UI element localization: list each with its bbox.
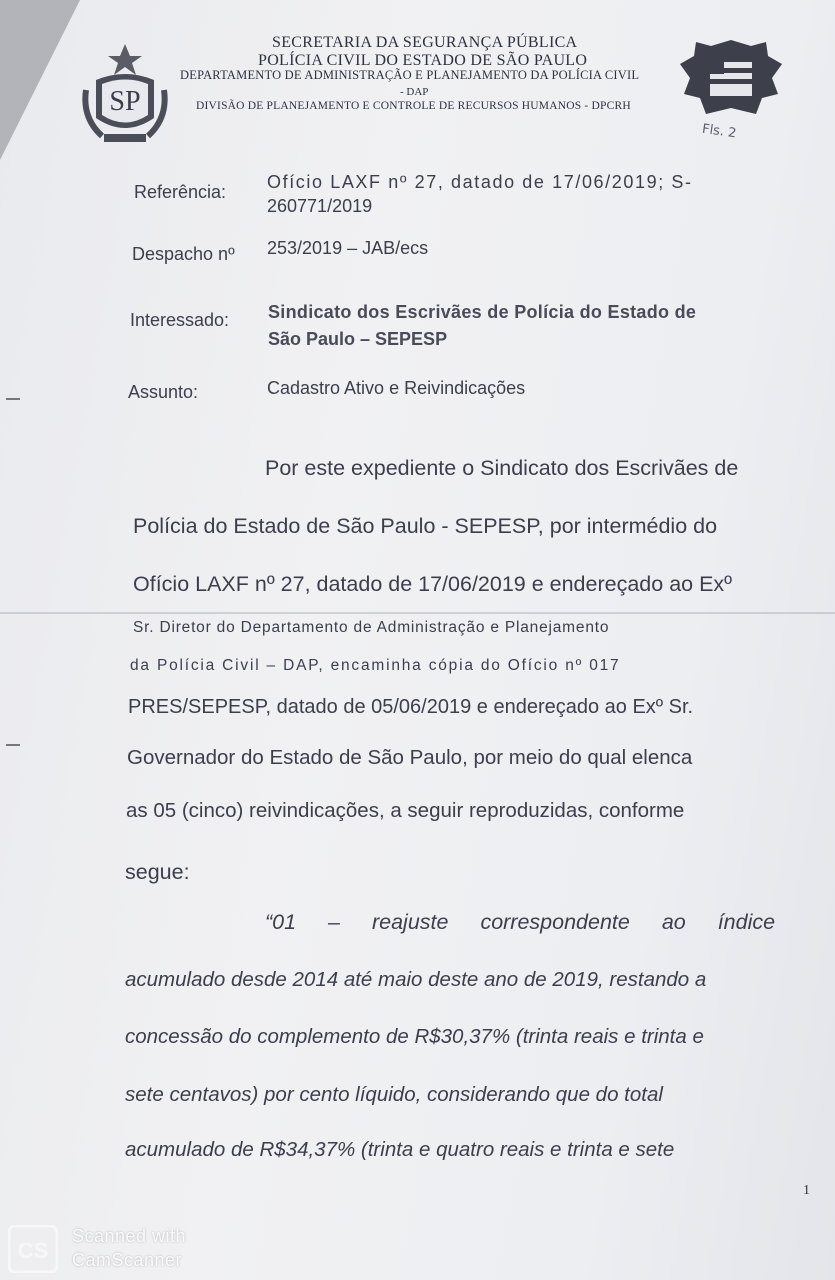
quote-line: sete centavos) por cento líquido, considerando que do total <box>125 1083 663 1106</box>
body-line: segue: <box>125 860 190 884</box>
body-line: Ofício LAXF nº 27, datado de 17/06/2019 e endereçado ao Exº <box>133 572 733 596</box>
page-number: 1 <box>803 1183 810 1198</box>
referencia-value: Ofício LAXF nº 27, datado de 17/06/2019; S- <box>267 172 693 192</box>
sao-paulo-crest-icon <box>78 40 172 145</box>
interessado-label: Interessado: <box>130 310 230 330</box>
fold-crease <box>0 612 835 614</box>
policia-civil-emblem-icon <box>676 38 786 120</box>
margin-mark <box>6 398 20 400</box>
referencia-label: Referência: <box>134 182 227 202</box>
assunto-value: Cadastro Ativo e Reivindicações <box>267 378 526 398</box>
svg-text:CS: CS <box>17 1238 49 1263</box>
svg-text:SP: SP <box>109 86 141 117</box>
body-line: Governador do Estado de São Paulo, por meio do qual elenca <box>127 746 693 769</box>
header-line: DIVISÃO DE PLANEJAMENTO E CONTROLE DE RECURSOS HUMANOS - DPCRH <box>196 100 631 112</box>
interessado-value: Sindicato dos Escrivães de Polícia do Estado de <box>268 302 697 322</box>
margin-mark <box>6 744 20 746</box>
body-line: as 05 (cinco) reivindicações, a seguir reproduzidas, conforme <box>126 799 685 822</box>
quote-line: acumulado desde 2014 até maio deste ano de 2019, restando a <box>125 968 707 991</box>
page-mark: Fls. 2 <box>701 121 738 142</box>
assunto-label: Assunto: <box>128 382 199 402</box>
quote-line: concessão do complemento de R$30,37% (trinta reais e trinta e <box>125 1025 704 1048</box>
scanner-watermark <box>72 1224 186 1272</box>
header-line: SECRETARIA DA SEGURANÇA PÚBLICA <box>272 34 578 51</box>
quote-line: acumulado de R$34,37% (trinta e quatro reais e trinta e sete <box>125 1138 675 1161</box>
quote-line: “01 – reajuste correspondente ao índice <box>265 910 776 934</box>
folded-corner <box>0 0 80 160</box>
scanner-line: CamScanner <box>72 1250 183 1270</box>
camscanner-logo-icon <box>8 1225 58 1273</box>
despacho-value: 253/2019 – JAB/ecs <box>267 238 429 258</box>
body-line: Por este expediente o Sindicato dos Escrivães de <box>265 456 739 480</box>
body-line: PRES/SEPESP, datado de 05/06/2019 e endereçado ao Exº Sr. <box>128 696 694 718</box>
header-line: - DAP <box>400 86 429 98</box>
body-line: da Polícia Civil – DAP, encaminha cópia do Ofício nº 017 <box>130 657 621 674</box>
body-line: Polícia do Estado de São Paulo - SEPESP, por intermédio do <box>133 514 718 538</box>
header-line: DEPARTAMENTO DE ADMINISTRAÇÃO E PLANEJAMENTO DA POLÍCIA CIVIL <box>180 68 640 82</box>
interessado-value: São Paulo – SEPESP <box>268 329 448 349</box>
header-line: POLÍCIA CIVIL DO ESTADO DE SÃO PAULO <box>258 52 588 69</box>
body-line: Sr. Diretor do Departamento de Administração e Planejamento <box>133 619 610 636</box>
scanner-line: Scanned with <box>72 1226 187 1246</box>
despacho-label: Despacho nº <box>132 244 235 264</box>
referencia-value: 260771/2019 <box>267 196 373 216</box>
